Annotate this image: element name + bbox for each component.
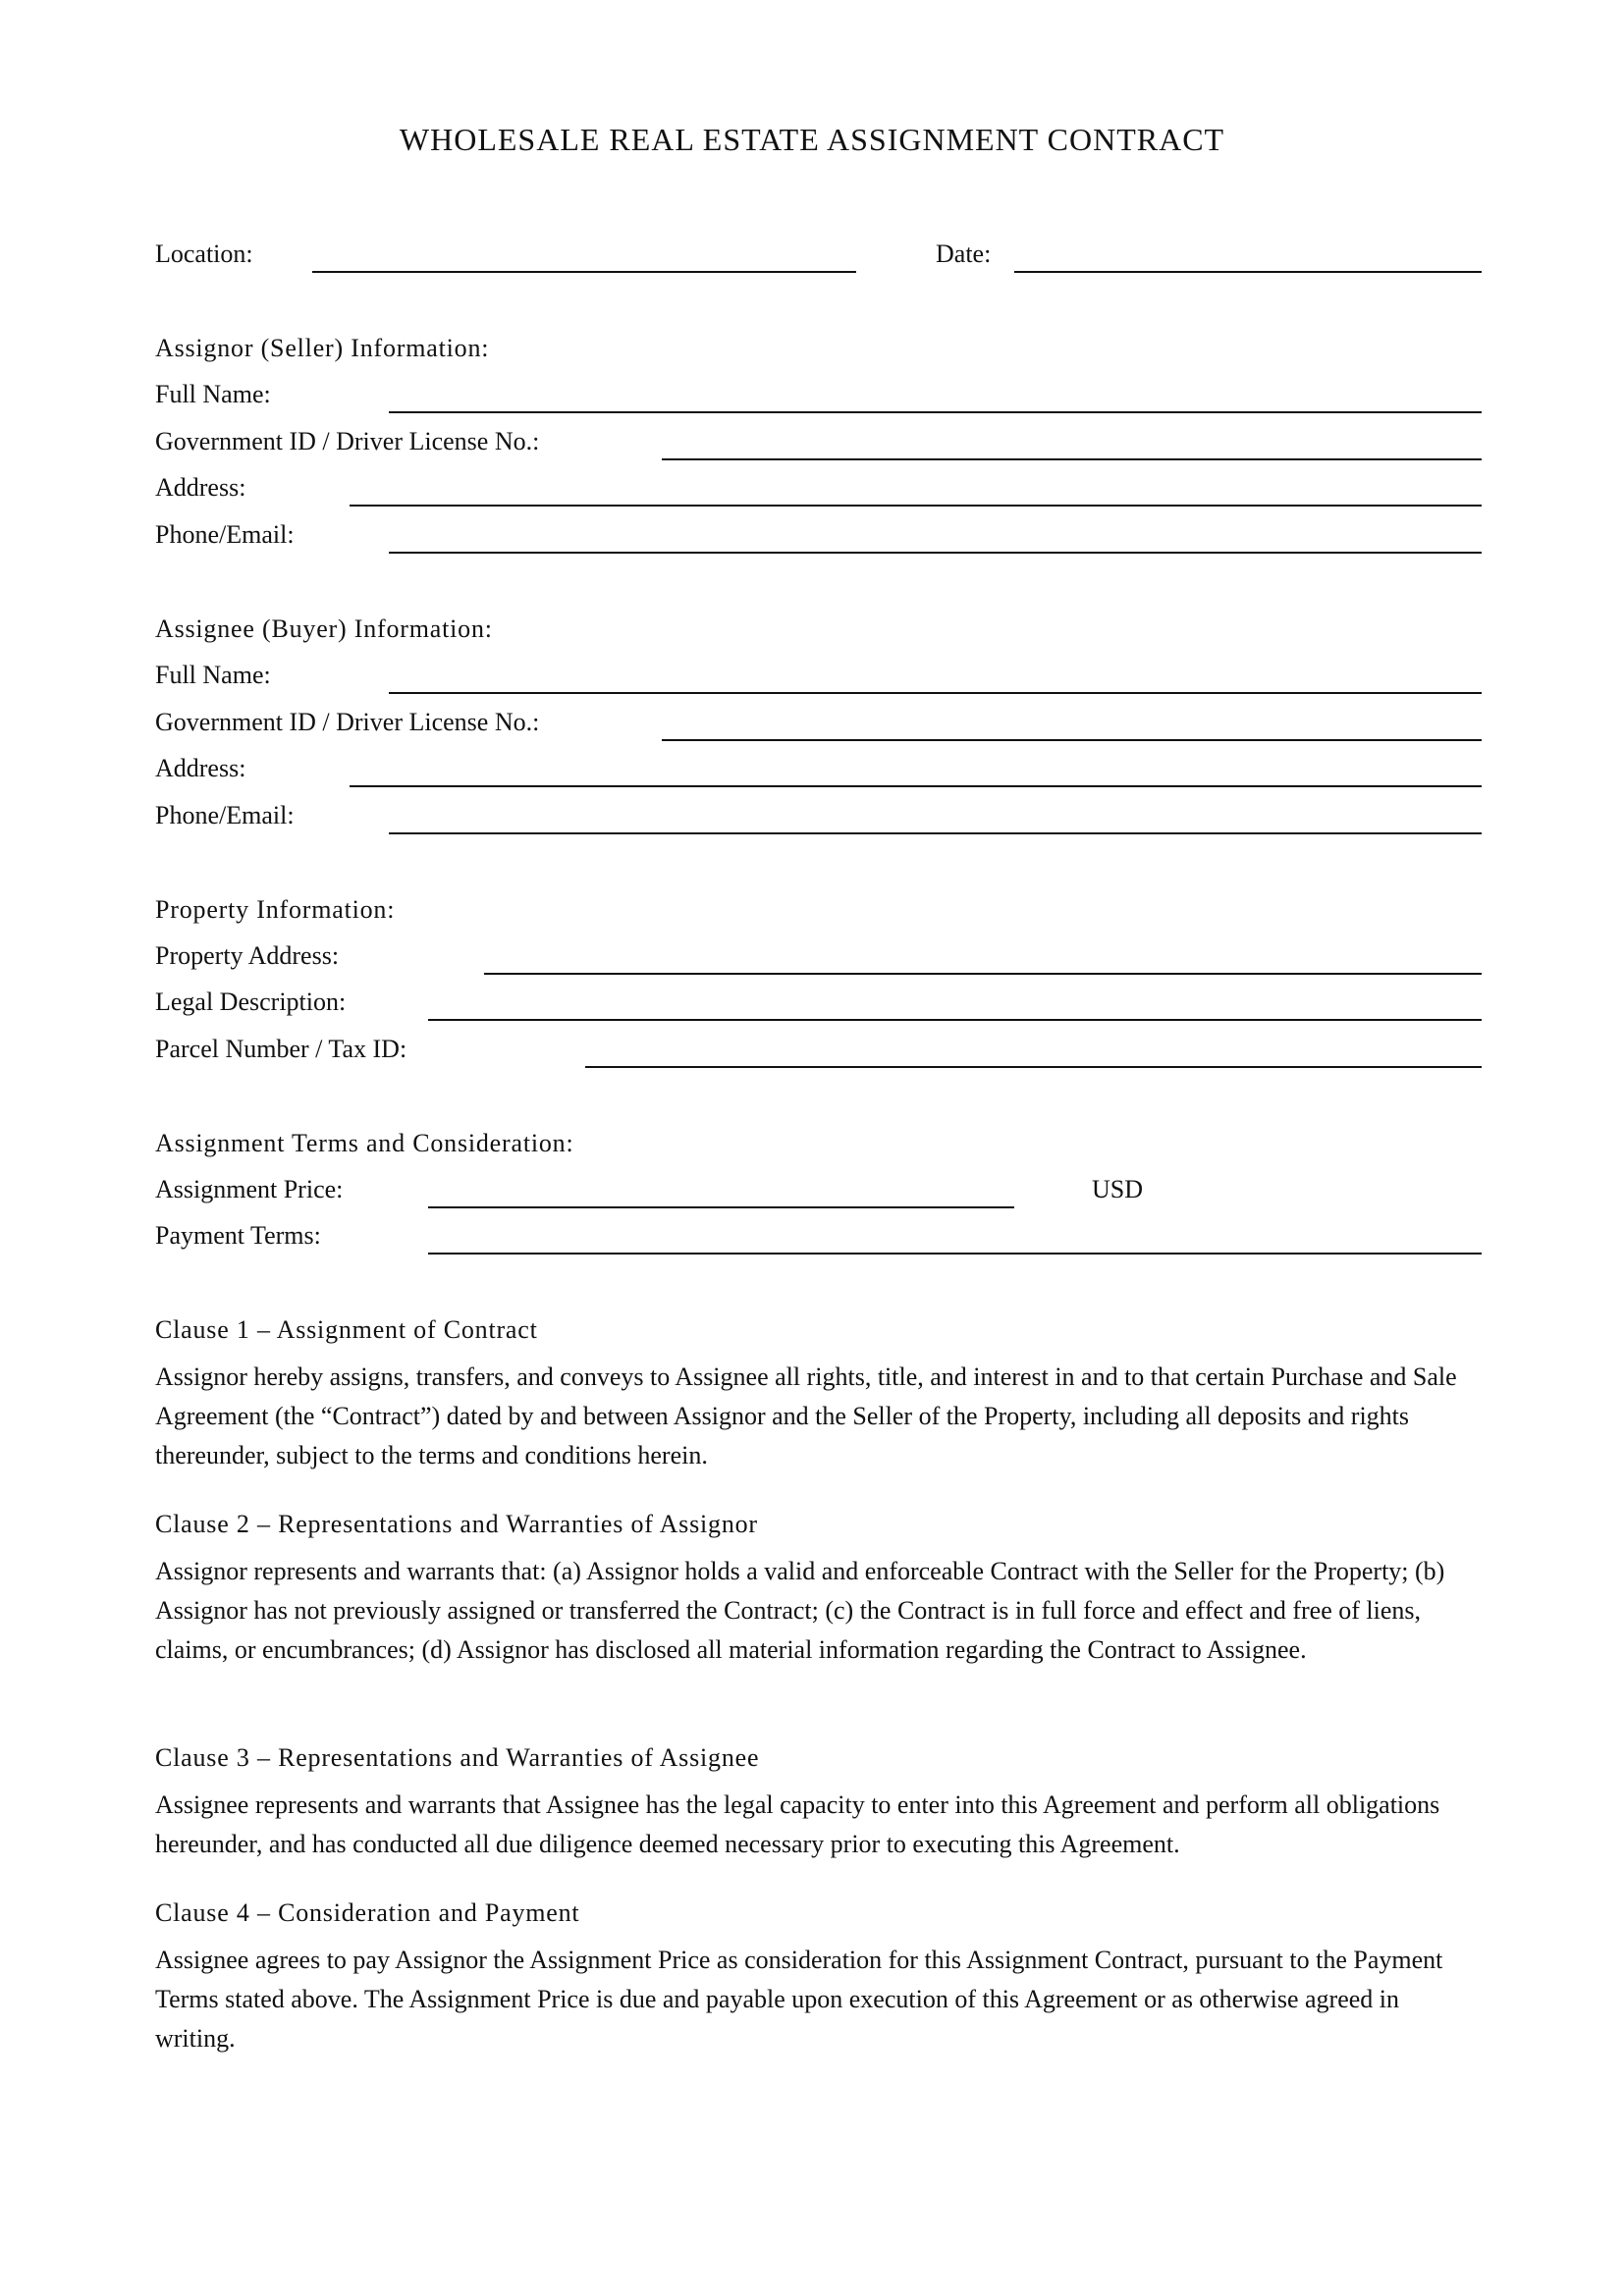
assignor-address-label: Address: (155, 473, 246, 502)
clause-4-title: Clause 4 – Consideration and Payment (155, 1898, 580, 1927)
clause-3-text (155, 1786, 1486, 1864)
property-heading: Property Information: (155, 895, 396, 924)
clause-2-text (155, 1552, 1486, 1670)
clause-1-text (155, 1358, 1486, 1475)
assignee-gov-id-field[interactable] (662, 739, 1482, 741)
assignment-price-field[interactable] (428, 1206, 1014, 1208)
assignor-heading: Assignor (Seller) Information: (155, 334, 490, 362)
payment-terms-label: Payment Terms: (155, 1221, 321, 1250)
clause-4-text (155, 1941, 1486, 2058)
currency-label: USD (1092, 1175, 1144, 1203)
assignor-full-name-field[interactable] (389, 411, 1482, 413)
assignment-price-label: Assignment Price: (155, 1175, 344, 1203)
assignor-full-name-label: Full Name: (155, 380, 271, 408)
document-title: WHOLESALE REAL ESTATE ASSIGNMENT CONTRACT (399, 122, 1225, 157)
date-field[interactable] (1014, 271, 1482, 273)
assignor-address-field[interactable] (350, 505, 1482, 507)
property-address-label: Property Address: (155, 941, 340, 970)
payment-terms-field[interactable] (428, 1253, 1482, 1255)
clause-1-title: Clause 1 – Assignment of Contract (155, 1315, 538, 1344)
assignee-address-label: Address: (155, 754, 246, 782)
assignee-full-name-field[interactable] (389, 692, 1482, 694)
assignee-phone-email-field[interactable] (389, 832, 1482, 834)
clause-2-body: Assignor represents and warrants that: (a) Assignor holds a valid and enforceable Contract with the Seller for the Property; (b) Assignor has not previously assigned or transferred the Contract; (c) the Contract is in full force and effect and free of liens, claims, or encumbrances; (d) Assignor has disclosed all material information regarding the Contract to Assignee. (155, 1557, 1445, 1664)
assignee-phone-email-label: Phone/Email: (155, 801, 295, 829)
legal-description-field[interactable] (428, 1019, 1482, 1021)
assignor-phone-email-field[interactable] (389, 552, 1482, 554)
parcel-number-label: Parcel Number / Tax ID: (155, 1035, 407, 1063)
clause-3-title: Clause 3 – Representations and Warranties of Assignee (155, 1743, 760, 1772)
assignor-gov-id-label: Government ID / Driver License No.: (155, 427, 540, 455)
assignee-full-name-label: Full Name: (155, 661, 271, 689)
location-label: Location: (155, 240, 253, 268)
clause-4-body: Assignee agrees to pay Assignor the Assignment Price as consideration for this Assignment Contract, pursuant to the Payment Terms stated above. The Assignment Price is due and payable upon execution of this Agreement or as otherwise agreed in writing. (155, 1946, 1443, 2053)
clause-2-title: Clause 2 – Representations and Warranties of Assignor (155, 1510, 758, 1538)
assignee-gov-id-label: Government ID / Driver License No.: (155, 708, 540, 736)
property-address-field[interactable] (484, 973, 1482, 975)
assignor-gov-id-field[interactable] (662, 458, 1482, 460)
legal-description-label: Legal Description: (155, 988, 347, 1016)
date-label: Date: (936, 240, 992, 268)
assignor-phone-email-label: Phone/Email: (155, 520, 295, 549)
clause-3-body: Assignee represents and warrants that Assignee has the legal capacity to enter into this Agreement and perform all obligations hereunder, and has conducted all due diligence deemed necessary prior to executing this Agreement. (155, 1790, 1440, 1858)
assignee-heading: Assignee (Buyer) Information: (155, 614, 493, 643)
parcel-number-field[interactable] (585, 1066, 1482, 1068)
location-field[interactable] (312, 271, 856, 273)
terms-heading: Assignment Terms and Consideration: (155, 1129, 574, 1157)
clause-1-body: Assignor hereby assigns, transfers, and conveys to Assignee all rights, title, and interest in and to that certain Purchase and Sale Agreement (the “Contract”) dated by and between Assignor and the Seller of the Property, including all deposits and rights thereunder, subject to the terms and conditions herein. (155, 1362, 1457, 1469)
assignee-address-field[interactable] (350, 785, 1482, 787)
